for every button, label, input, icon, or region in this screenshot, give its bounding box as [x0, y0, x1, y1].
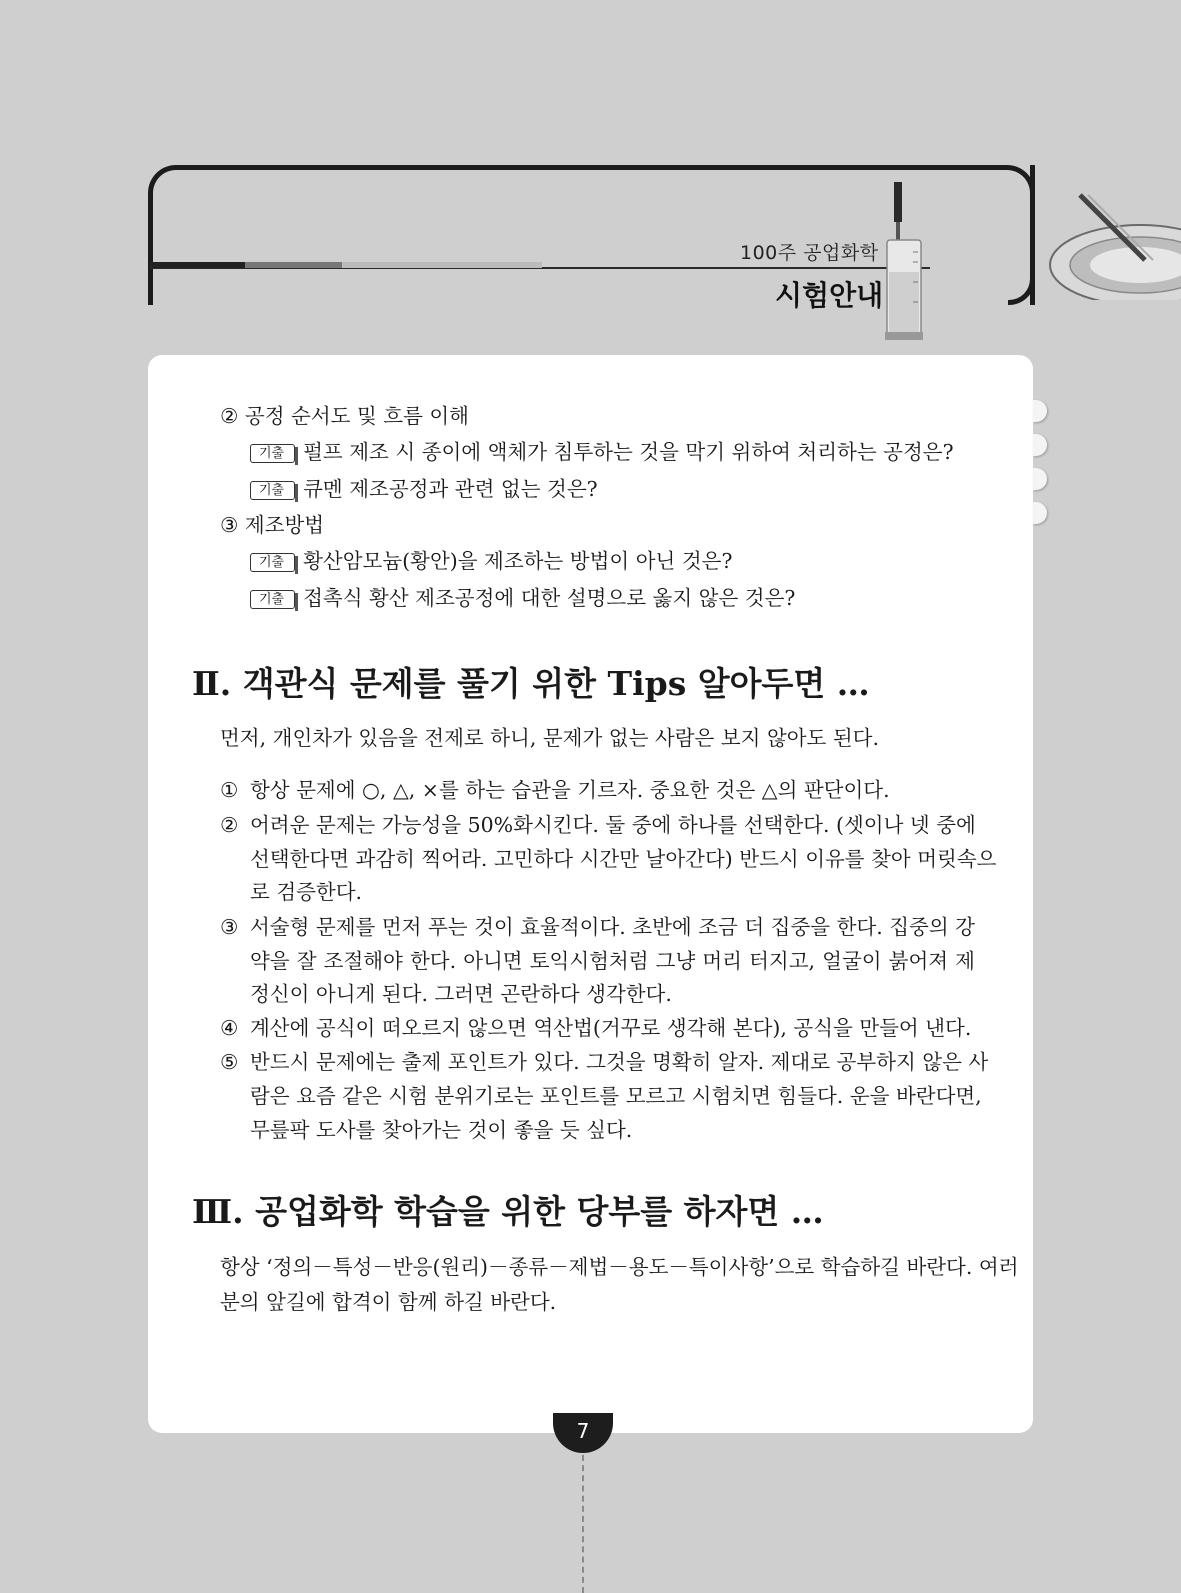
- section-heading: Ⅲ. 공업화학 학습을 위한 당부를 하자면 …: [192, 1192, 824, 1231]
- section-intro: 먼저, 개인차가 있음을 전제로 하니, 문제가 없는 사람은 보지 않아도 된다.: [220, 726, 879, 750]
- body-line: 분의 앞길에 합격이 함께 하길 바란다.: [220, 1290, 557, 1314]
- tip-line: 반드시 문제에는 출제 포인트가 있다. 그것을 명확히 알자. 제대로 공부하지 않은 사: [250, 1050, 989, 1074]
- past-exam-badge: 기출: [250, 481, 295, 500]
- tip-number: ④: [220, 1016, 239, 1040]
- question-text: 황산암모늄(황안)을 제조하는 방법이 아닌 것은?: [303, 549, 733, 573]
- header-frame-corner: [1008, 165, 1035, 305]
- exam-question: [250, 442, 954, 463]
- page-tab[interactable]: [1033, 434, 1047, 456]
- tip-line: 선택한다면 과감히 찍어라. 고민하다 시간만 날아간다) 반드시 이유를 찾아 머릿속으: [250, 847, 997, 871]
- tip-line: 서술형 문제를 먼저 푸는 것이 효율적이다. 초반에 조금 더 집중을 한다. 집중의 강: [250, 915, 975, 939]
- item-heading: ② 공정 순서도 및 흐름 이해: [220, 404, 469, 428]
- page-tab[interactable]: [1033, 468, 1047, 490]
- question-text: 접촉식 황산 제조공정에 대한 설명으로 옳지 않은 것은?: [303, 586, 796, 610]
- tip-line: 어려운 문제는 가능성을 50%화시킨다. 둘 중에 하나를 선택한다. (셋이나 넷 중에: [250, 813, 976, 837]
- question-text: 큐멘 제조공정과 관련 없는 것은?: [303, 477, 598, 501]
- tip-line: 로 검증한다.: [250, 880, 363, 904]
- tip-line: 항상 문제에 ○, △, ×를 하는 습관을 기르자. 중요한 것은 △의 판단이다.: [250, 778, 890, 802]
- body-line: 항상 ‘정의－특성－반응(원리)－종류－제법－용도－특이사항’으로 학습하길 바란다. 여러: [220, 1255, 1019, 1279]
- tip-number: ⑤: [220, 1050, 239, 1074]
- tip-line: 정신이 아니게 된다. 그러면 곤란하다 생각한다.: [250, 982, 672, 1006]
- beaker-icon: [885, 182, 925, 342]
- past-exam-badge: 기출: [250, 553, 295, 572]
- tip-line: 약을 잘 조절해야 한다. 아니면 토익시험처럼 그냥 머리 터지고, 얼굴이 붉어져 제: [250, 949, 975, 973]
- header-rule-mid: [245, 262, 342, 268]
- tip-number: ②: [220, 813, 239, 837]
- past-exam-badge: 기출: [250, 590, 295, 609]
- past-exam-badge: 기출: [250, 444, 295, 463]
- exam-question: [250, 551, 732, 572]
- page-tabs: [1033, 400, 1047, 536]
- lab-glassware-icon: [1040, 190, 1181, 300]
- section-heading: Ⅱ. 객관식 문제를 풀기 위한 Tips 알아두면 …: [192, 664, 870, 703]
- book-label: 100주 공업화학: [740, 242, 879, 264]
- page-number: 7: [553, 1413, 613, 1453]
- page-tab[interactable]: [1033, 400, 1047, 422]
- exam-question: [250, 588, 795, 609]
- section-title: 시험안내: [775, 279, 884, 312]
- exam-question: [250, 479, 598, 500]
- tip-number: ①: [220, 778, 239, 802]
- tip-line: 무릎팍 도사를 찾아가는 것이 좋을 듯 싶다.: [250, 1118, 633, 1142]
- tip-number: ③: [220, 915, 239, 939]
- tip-line: 람은 요즘 같은 시험 분위기로는 포인트를 모르고 시험치면 힘들다. 운을 바란다면,: [250, 1084, 982, 1108]
- item-heading: ③ 제조방법: [220, 513, 325, 537]
- page-tab[interactable]: [1033, 502, 1047, 524]
- question-text: 펄프 제조 시 종이에 액체가 침투하는 것을 막기 위하여 처리하는 공정은?: [303, 440, 954, 464]
- header-rule-dark: [150, 262, 245, 268]
- tip-line: 계산에 공식이 떠오르지 않으면 역산법(거꾸로 생각해 본다), 공식을 만들어 낸다.: [250, 1016, 972, 1040]
- header-rule-light: [342, 262, 542, 268]
- dashed-guide: [582, 1455, 584, 1593]
